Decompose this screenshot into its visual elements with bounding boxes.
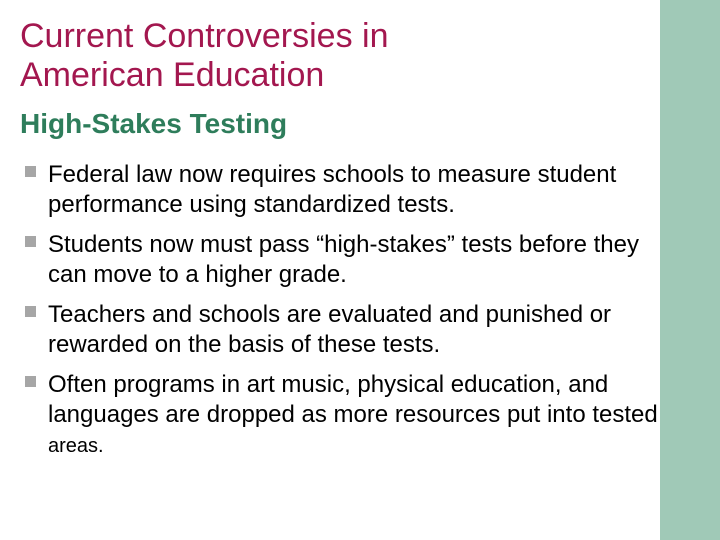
bullet-text: Often programs in art music, physical education, and languages are dropped as more resources put into tested: [48, 371, 658, 428]
square-bullet-icon: [25, 236, 36, 247]
bullet-item: [20, 230, 660, 290]
side-accent-bar: [660, 0, 720, 540]
bullet-item: [20, 370, 660, 461]
bullet-text: Federal law now requires schools to measure student performance using standardized tests.: [48, 161, 617, 218]
bullet-item: [20, 160, 660, 220]
square-bullet-icon: [25, 166, 36, 177]
slide-subtitle: High-Stakes Testing: [20, 108, 288, 139]
square-bullet-icon: [25, 376, 36, 387]
bullet-item: [20, 300, 660, 360]
square-bullet-icon: [25, 306, 36, 317]
bullet-list: [20, 160, 660, 471]
bullet-text: Students now must pass “high-stakes” tests before they can move to a higher grade.: [48, 231, 639, 288]
bullet-text: Teachers and schools are evaluated and punished or rewarded on the basis of these tests.: [48, 301, 612, 358]
slide-title: Current Controversies in American Education: [20, 17, 389, 94]
bullet-text-tail: areas.: [48, 435, 104, 457]
